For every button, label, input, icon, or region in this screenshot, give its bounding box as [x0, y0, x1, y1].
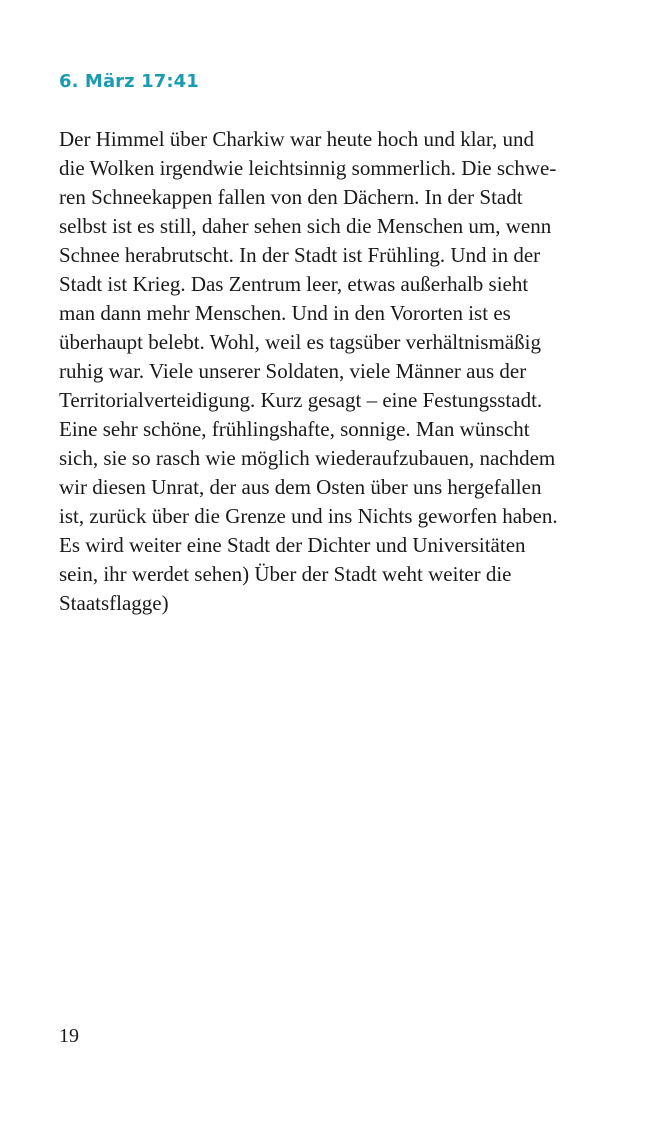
text-line: Schnee herabrutscht. In der Stadt ist Frühling. Und in der [59, 243, 541, 267]
text-line: ruhig war. Viele unserer Soldaten, viele Männer aus der [59, 359, 527, 383]
text-line: Territorialverteidigung. Kurz gesagt – eine Festungsstadt. [59, 388, 543, 412]
text-line: Der Himmel über Charkiw war heute hoch und klar, und [59, 127, 535, 151]
text-line: überhaupt belebt. Wohl, weil es tagsüber verhältnismäßig [59, 330, 541, 354]
page-number: 19 [59, 1025, 79, 1047]
entry-heading: 6. März 17:41 [59, 71, 199, 92]
text-line: Eine sehr schöne, frühlingshafte, sonnige. Man wünscht [59, 417, 530, 441]
text-line: Stadt ist Krieg. Das Zentrum leer, etwas außerhalb sieht [59, 272, 529, 296]
text-line: sich, sie so rasch wie möglich wiederaufzubauen, nachdem [59, 446, 556, 470]
text-line: die Wolken irgendwie leichtsinnig sommerlich. Die schwe- [59, 156, 557, 180]
text-line: ist, zurück über die Grenze und ins Nichts geworfen haben. [59, 504, 558, 528]
text-line: man dann mehr Menschen. Und in den Vororten ist es [59, 301, 511, 325]
text-line: ren Schneekappen fallen von den Dächern. In der Stadt [59, 185, 523, 209]
text-line: Staatsflagge) [59, 591, 169, 615]
text-line: selbst ist es still, daher sehen sich die Menschen um, wenn [59, 214, 552, 238]
text-line: wir diesen Unrat, der aus dem Osten über uns hergefallen [59, 475, 542, 499]
text-line: Es wird weiter eine Stadt der Dichter und Universitäten [59, 533, 526, 557]
text-line: sein, ihr werdet sehen) Über der Stadt weht weiter die [59, 562, 512, 586]
body-text [59, 125, 619, 618]
